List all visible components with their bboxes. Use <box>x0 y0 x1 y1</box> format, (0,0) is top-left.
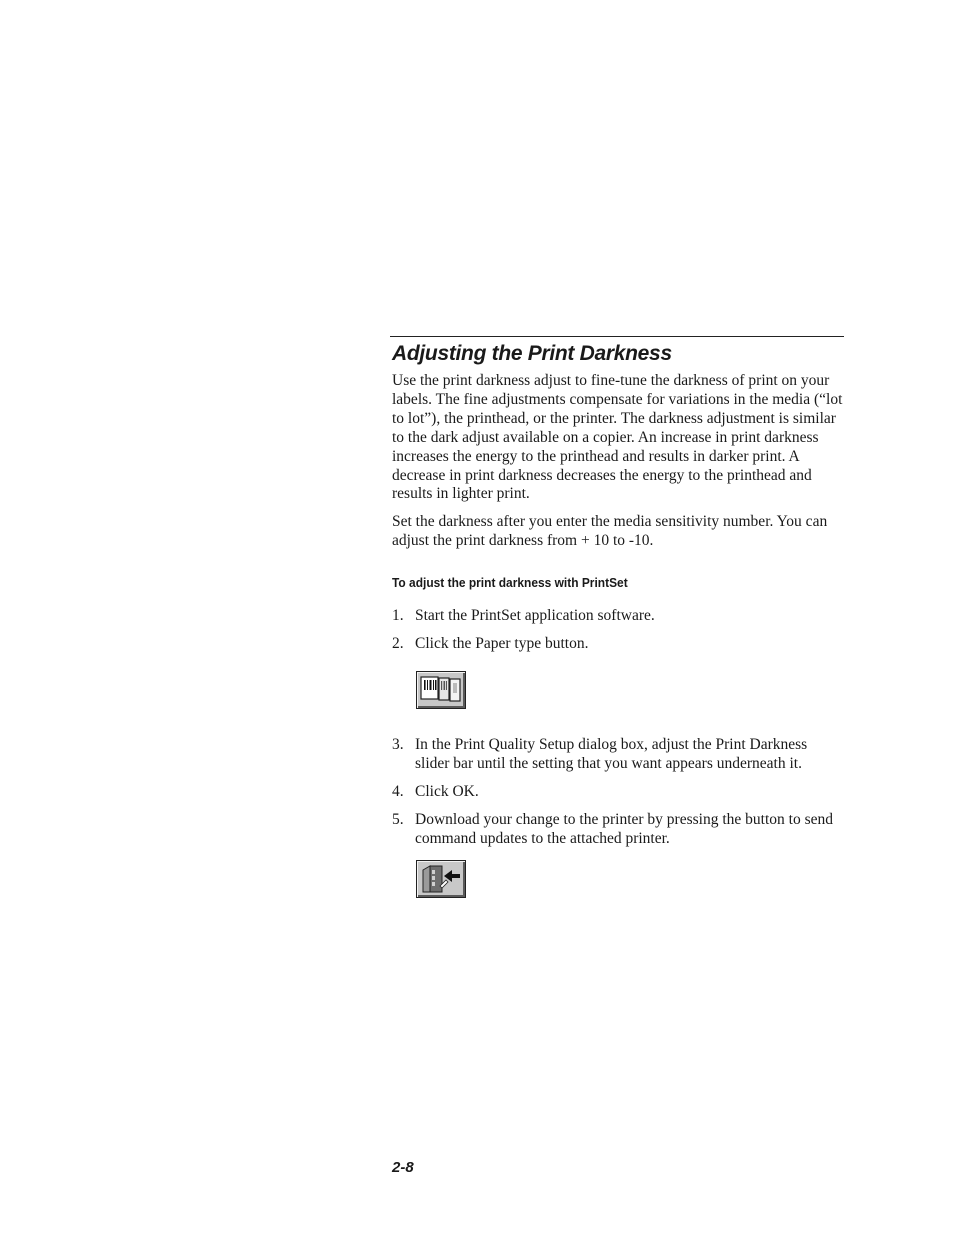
section-title: Adjusting the Print Darkness <box>392 342 672 365</box>
step-2 <box>392 635 844 654</box>
step-text: Click the Paper type button. <box>415 635 589 653</box>
send-updates-button[interactable] <box>416 860 466 898</box>
step-number: 4. <box>392 782 404 800</box>
section-rule <box>390 336 844 337</box>
paper-type-icon <box>420 675 462 705</box>
step-3 <box>392 736 844 774</box>
step-number: 1. <box>392 607 404 625</box>
procedure-steps-continued <box>392 736 844 849</box>
step-4 <box>392 783 844 802</box>
step-5 <box>392 811 844 849</box>
procedure-steps <box>392 607 844 654</box>
step-text: Click OK. <box>415 782 479 800</box>
step-text: Start the PrintSet application software. <box>415 607 655 625</box>
step-1 <box>392 607 844 626</box>
procedure-heading: To adjust the print darkness with PrintSet <box>392 575 628 591</box>
range-paragraph: Set the darkness after you enter the media sensitivity number. You can adjust the print darkness from + 10 to -10. <box>392 513 828 550</box>
send-updates-icon <box>420 864 462 894</box>
page-number: 2-8 <box>392 1159 414 1176</box>
step-text: In the Print Quality Setup dialog box, adjust the Print Darkness slider bar until the setting that you want appears underneath it. <box>415 735 808 772</box>
step-number: 3. <box>392 735 404 753</box>
step-text: Download your change to the printer by pressing the button to send command updates to the attached printer. <box>415 810 833 847</box>
paper-type-button[interactable] <box>416 671 466 709</box>
print-darkness-section <box>392 338 844 925</box>
step-number: 2. <box>392 635 404 653</box>
step-number: 5. <box>392 810 404 828</box>
intro-paragraph: Use the print darkness adjust to fine-tune the darkness of print on your labels. The fine adjustments compensate for variations in the media (“lot to lot”), the printhead, or the printer. The darkness adjustment is similar to the dark adjust available on a copier. An increase in print darkness increases the energy to the printhead and results in darker print. A decrease in print darkness decreases the energy to the printhead and results in lighter print. <box>392 372 843 503</box>
